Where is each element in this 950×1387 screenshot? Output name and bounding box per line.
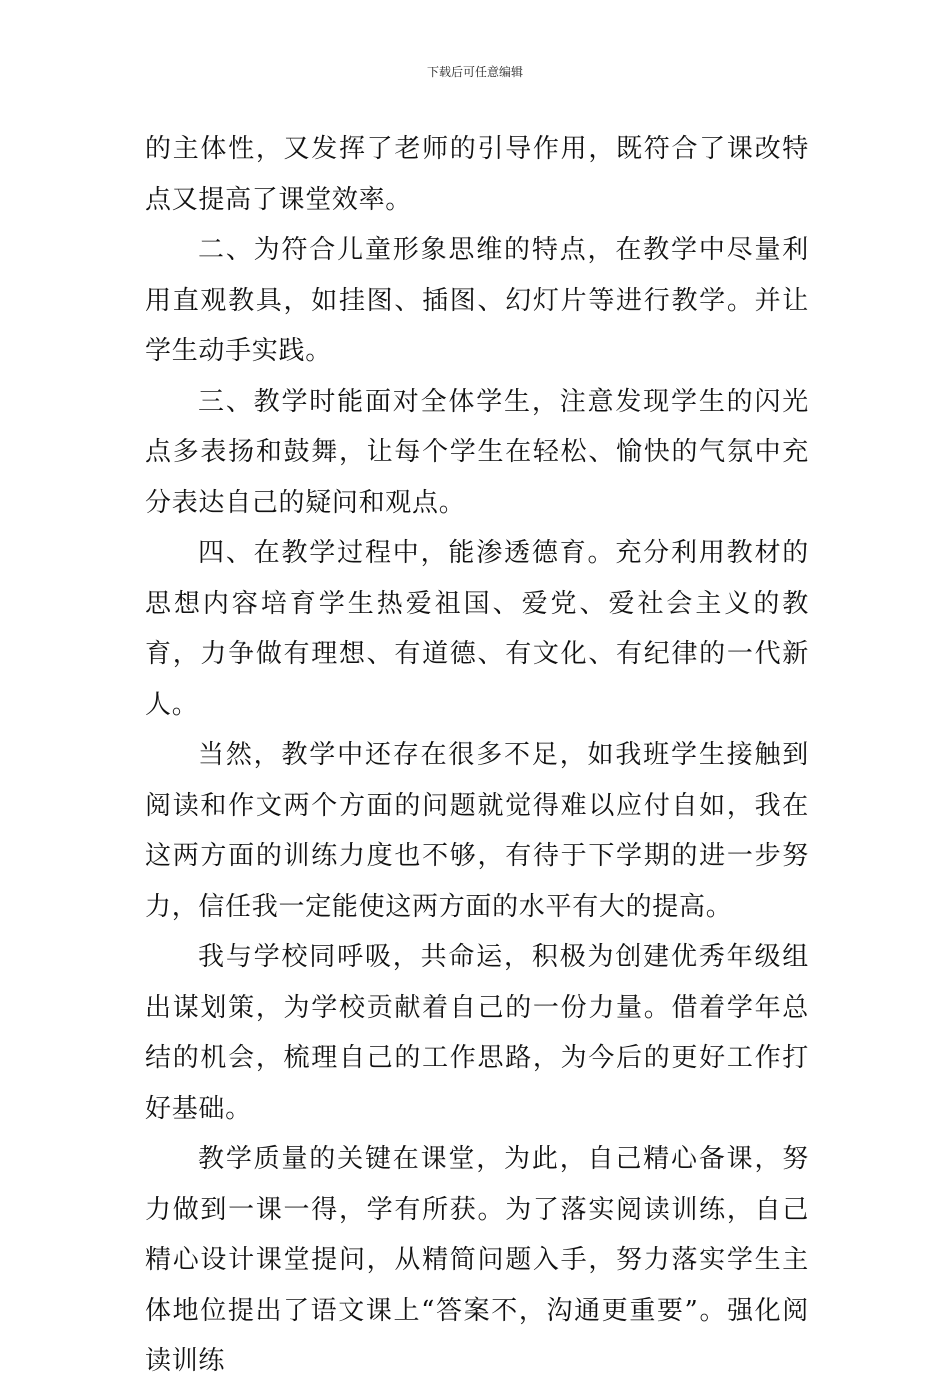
paragraph-school-contribution: 我与学校同呼吸，共命运，积极为创建优秀年级组出谋划策，为学校贡献着自己的一份力量。借着学年总结的机会，梳理自己的工作思路，为今后的更好工作打好基础。 <box>145 942 809 1124</box>
document-body <box>145 124 809 1387</box>
page-header: 下载后可任意编辑 <box>426 65 523 79</box>
paragraph-item-2: 二、为符合儿童形象思维的特点，在教学中尽量利用直观教具，如挂图、插图、幻灯片等进行教学。并让学生动手实践。 <box>145 235 809 366</box>
paragraph-shortcomings: 当然，教学中还存在很多不足，如我班学生接触到阅读和作文两个方面的问题就觉得难以应付自如，我在这两方面的训练力度也不够，有待于下学期的进一步努力，信任我一定能使这两方面的水平有大的提高。 <box>145 740 809 922</box>
paragraph-continuation: 的主体性，又发挥了老师的引导作用，既符合了课改特点又提高了课堂效率。 <box>145 134 809 215</box>
paragraph-item-3: 三、教学时能面对全体学生，注意发现学生的闪光点多表扬和鼓舞，让每个学生在轻松、愉快的气氛中充分表达自己的疑问和观点。 <box>145 386 809 518</box>
paragraph-teaching-quality: 教学质量的关键在课堂，为此，自己精心备课，努力做到一课一得，学有所获。为了落实阅读训练，自己精心设计课堂提问，从精简问题入手，努力落实学生主体地位提出了语文课上“答案不，沟通更重要”。强化阅读训练 <box>145 1144 809 1376</box>
paragraph-item-4: 四、在教学过程中，能渗透德育。充分利用教材的思想内容培育学生热爱祖国、爱党、爱社会主义的教育，力争做有理想、有道德、有文化、有纪律的一代新人。 <box>145 538 809 720</box>
